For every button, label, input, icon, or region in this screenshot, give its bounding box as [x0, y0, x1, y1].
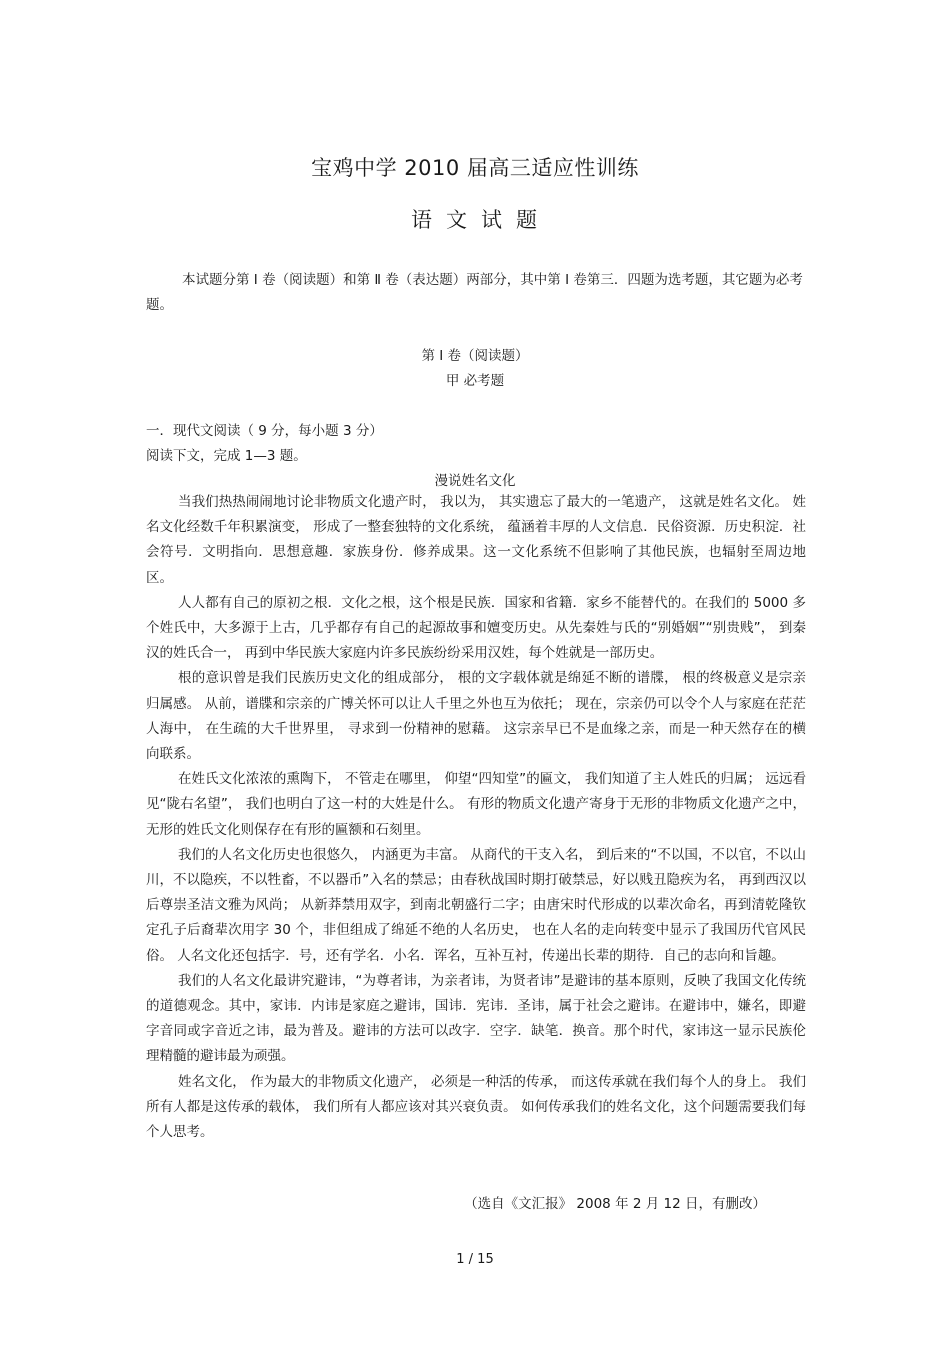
article-paragraph: 在姓氏文化浓浓的熏陶下， 不管走在哪里， 仰望“四知堂”的匾文， 我们知道了主人姓氏的归属； 远远看见“陇右名望”， 我们也明白了这一村的大姓是什么。 有形的物质文化遗产寄身于无形的非物质文化遗产之中，无形的姓氏文化则保存在有形的匾额和石刻里。 — [146, 771, 806, 838]
question-instruction: 阅读下文，完成 1—3 题。 — [146, 448, 307, 464]
article-paragraph: 根的意识曾是我们民族历史文化的组成部分， 根的文字载体就是绵延不断的谱牒， 根的终极意义是宗亲归属感。 从前，谱牒和宗亲的广博关怀可以让人千里之外也互为依托； 现在，宗亲仍可以令个人与家庭在茫茫人海中， 在生疏的大千世界里， 寻求到一份精神的慰藉。 这宗亲早已不是血缘之亲，而是一种天然存在的横向联系。 — [146, 670, 806, 763]
article-paragraph: 人人都有自己的原初之根．文化之根，这个根是民族．国家和省籍．家乡不能替代的。在我们的 5000 多个姓氏中，大多源于上古，几乎都存有自己的起源故事和嬗变历史。从先秦姓与氏的“别婚姻”“别贵贱”， 到秦汉的姓氏合一， 再到中华民族大家庭内许多民族纷纷采用汉姓，每个姓就是一部历史。 — [146, 594, 806, 662]
exam-title: 宝鸡中学 2010 届高三适应性训练 — [311, 156, 639, 180]
article-paragraph: 我们的人名文化最讲究避讳，“为尊者讳，为亲者讳，为贤者讳”是避讳的基本原则，反映了我国文化传统的道德观念。其中，家讳．内讳是家庭之避讳，国讳．宪讳．圣讳，属于社会之避讳。在避讳中，嫌名，即避字音同或字音近之讳，最为普及。避讳的方法可以改字．空字．缺笔．换音。那个时代，家讳这一显示民族伦理精髓的避讳最为顽强。 — [146, 972, 806, 1065]
article-paragraph: 当我们热热闹闹地讨论非物质文化遗产时， 我以为， 其实遗忘了最大的一笔遗产， 这就是姓名文化。 姓名文化经数千年积累演变， 形成了一整套独特的文化系统， 蕴涵着丰厚的人文信息．民俗资源．历史积淀．社会符号．文明指向．思想意趣．家族身份．修养成果。这一文化系统不但影响了其他民族，也辐射至周边地区。 — [146, 494, 806, 586]
question-label: 一．现代文阅读（ 9 分，每小题 3 分） — [146, 423, 383, 439]
section-heading: 第 Ⅰ 卷（阅读题） — [421, 348, 529, 364]
page-number: 1 / 15 — [456, 1252, 494, 1267]
section-subheading: 甲 必考题 — [445, 373, 505, 389]
article-paragraph: 我们的人名文化历史也很悠久， 内涵更为丰富。 从商代的干支入名， 到后来的“不以国，不以官，不以山川，不以隐疾，不以牲畜，不以器币”入名的禁忌；由春秋战国时期打破禁忌，好以贱丑隐疾为名， 再到西汉以后尊崇圣洁文雅为风尚； 从新莽禁用双字，到南北朝盛行二字；由唐宋时代形成的以辈次命名，再到清乾隆钦定孔子后裔辈次用字 30 个，非但组成了绵延不绝的人名历史， 也在人名的走向转变中显示了我国历代官风民俗。 人名文化还包括字．号，还有学名．小名．诨名，互补互衬，传递出长辈的期待．自己的志向和旨趣。 — [146, 846, 806, 964]
article-title: 漫说姓名文化 — [434, 473, 516, 489]
exam-subtitle: 语文试题 — [411, 208, 551, 232]
article-body — [146, 490, 806, 1145]
article-source: （选自《文汇报》 2008 年 2 月 12 日，有删改） — [464, 1196, 766, 1212]
article-paragraph: 姓名文化， 作为最大的非物质文化遗产， 必须是一种活的传承， 而这传承就在我们每个人的身上。 我们所有人都是这传承的载体， 我们所有人都应该对其兴衰负责。 如何传承我们的姓名文化，这个问题需要我们每个人思考。 — [146, 1073, 806, 1141]
exam-intro: 本试题分第 Ⅰ 卷（阅读题）和第 Ⅱ 卷（表达题）两部分，其中第 Ⅰ 卷第三．四题为选考题，其它题为必考题。 — [146, 272, 803, 313]
